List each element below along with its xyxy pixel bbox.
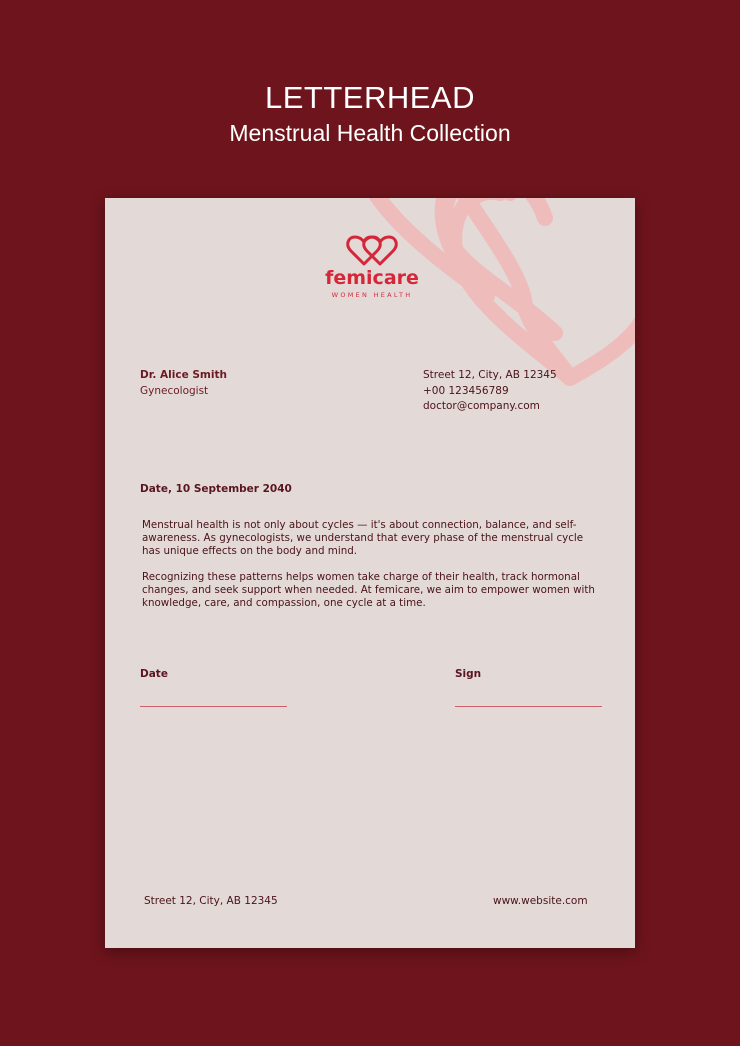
double-heart-icon <box>344 234 400 268</box>
page-subtitle: Menstrual Health Collection <box>229 120 511 146</box>
letter-date: Date, 10 September 2040 <box>140 483 292 495</box>
letter-paragraph-2: Recognizing these patterns helps women take charge of their health, track hormonal changes, and seek support when needed. At femicare, we aim to empower women with knowledge, care, and compassion, one cycle at a time. <box>142 571 595 609</box>
brand-tagline: WOMEN HEALTH <box>331 291 413 299</box>
sender-block <box>140 368 227 399</box>
date-field-label: Date <box>140 668 168 680</box>
footer-address: Street 12, City, AB 12345 <box>144 895 278 907</box>
sender-name: Dr. Alice Smith <box>140 369 227 381</box>
contact-phone: +00 123456789 <box>423 384 509 397</box>
page-heading <box>0 80 740 148</box>
date-field <box>140 668 287 707</box>
letter-body <box>142 519 598 623</box>
sign-field-label: Sign <box>455 668 482 680</box>
sign-field-line <box>455 706 602 707</box>
sign-field <box>455 668 602 707</box>
letter-paragraph-1: Menstrual health is not only about cycles — it's about connection, balance, and self-awareness. As gynecologists, we understand that every phase of the menstrual cycle has unique effects on the body and mind. <box>142 519 584 557</box>
date-field-line <box>140 706 287 707</box>
contact-email: doctor@company.com <box>423 400 540 412</box>
brand-name: femicare <box>325 267 419 289</box>
footer-website: www.website.com <box>493 895 588 907</box>
page-title: LETTERHEAD <box>265 80 475 115</box>
sender-role: Gynecologist <box>140 385 209 397</box>
brand-logo <box>305 234 439 299</box>
letterhead-sheet <box>105 198 635 948</box>
contact-block <box>423 368 557 415</box>
contact-address: Street 12, City, AB 12345 <box>423 369 557 381</box>
